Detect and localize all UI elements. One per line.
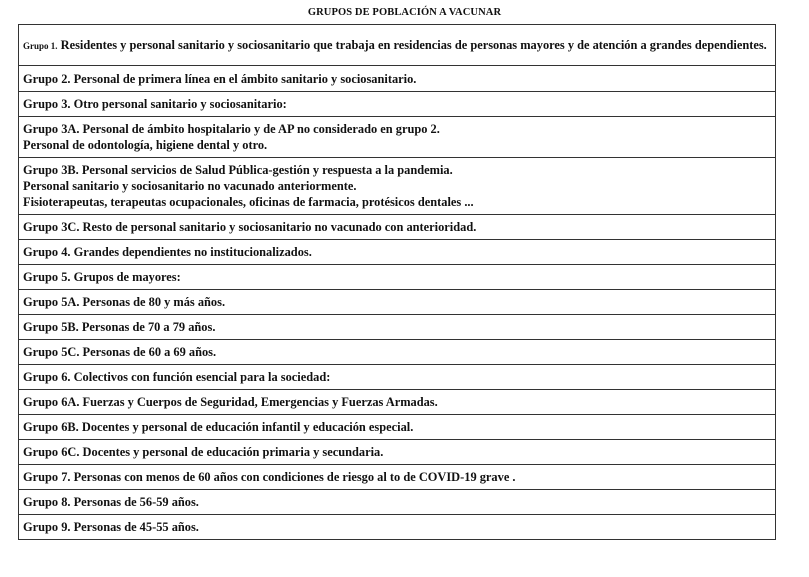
group-3b-cell [19, 158, 776, 215]
table-row [19, 490, 776, 515]
group-3a-line-1: Grupo 3A. Personal de ámbito hospitalario y de AP no considerado en grupo 2. [23, 122, 440, 136]
table-row [19, 315, 776, 340]
table-row [19, 215, 776, 240]
group-1-cell [19, 25, 776, 66]
group-5a-cell: Grupo 5A. Personas de 80 y más años. [19, 290, 776, 315]
group-5-cell: Grupo 5. Grupos de mayores: [19, 265, 776, 290]
group-2-cell: Grupo 2. Personal de primera línea en el ámbito sanitario y sociosanitario. [19, 66, 776, 92]
group-1-prefix: Grupo 1. [23, 40, 58, 51]
table-row [19, 465, 776, 490]
group-3-cell: Grupo 3. Otro personal sanitario y sociosanitario: [19, 92, 776, 117]
group-3b-line-3: Fisioterapeutas, terapeutas ocupacionales, oficinas de farmacia, protésicos dentales ... [23, 195, 474, 209]
table-row [19, 365, 776, 390]
group-3c-cell: Grupo 3C. Resto de personal sanitario y sociosanitario no vacunado con anterioridad. [19, 215, 776, 240]
group-3b-line-1: Grupo 3B. Personal servicios de Salud Pública-gestión y respuesta a la pandemia. [23, 163, 453, 177]
group-4-cell: Grupo 4. Grandes dependientes no institucionalizados. [19, 240, 776, 265]
group-3a-line-2: Personal de odontología, higiene dental y otro. [23, 138, 268, 152]
table-row [19, 515, 776, 540]
group-9-cell: Grupo 9. Personas de 45-55 años. [19, 515, 776, 540]
table-row [19, 240, 776, 265]
group-6b-cell: Grupo 6B. Docentes y personal de educación infantil y educación especial. [19, 415, 776, 440]
group-6c-cell: Grupo 6C. Docentes y personal de educación primaria y secundaria. [19, 440, 776, 465]
table-row [19, 440, 776, 465]
table-row [19, 25, 776, 66]
table-row [19, 340, 776, 365]
group-5b-cell: Grupo 5B. Personas de 70 a 79 años. [19, 315, 776, 340]
group-6a-cell: Grupo 6A. Fuerzas y Cuerpos de Seguridad, Emergencias y Fuerzas Armadas. [19, 390, 776, 415]
document-title: GRUPOS DE POBLACIÓN A VACUNAR [307, 7, 502, 18]
group-1-text: Residentes y personal sanitario y sociosanitario que trabaja en residencias de personas mayores y de atención a grandes dependientes. [60, 37, 767, 52]
table-row [19, 265, 776, 290]
table-row [19, 415, 776, 440]
table-row [19, 66, 776, 92]
table-row [19, 158, 776, 215]
table-row [19, 390, 776, 415]
vaccination-groups-table [18, 24, 776, 540]
table-row [19, 290, 776, 315]
table-row [19, 117, 776, 158]
group-7-cell: Grupo 7. Personas con menos de 60 años con condiciones de riesgo al to de COVID-19 grave . [19, 465, 776, 490]
group-3b-line-2: Personal sanitario y sociosanitario no vacunado anteriormente. [23, 179, 357, 193]
group-6-cell: Grupo 6. Colectivos con función esencial para la sociedad: [19, 365, 776, 390]
group-5c-cell: Grupo 5C. Personas de 60 a 69 años. [19, 340, 776, 365]
group-8-cell: Grupo 8. Personas de 56-59 años. [19, 490, 776, 515]
table-row [19, 92, 776, 117]
group-3a-cell [19, 117, 776, 158]
